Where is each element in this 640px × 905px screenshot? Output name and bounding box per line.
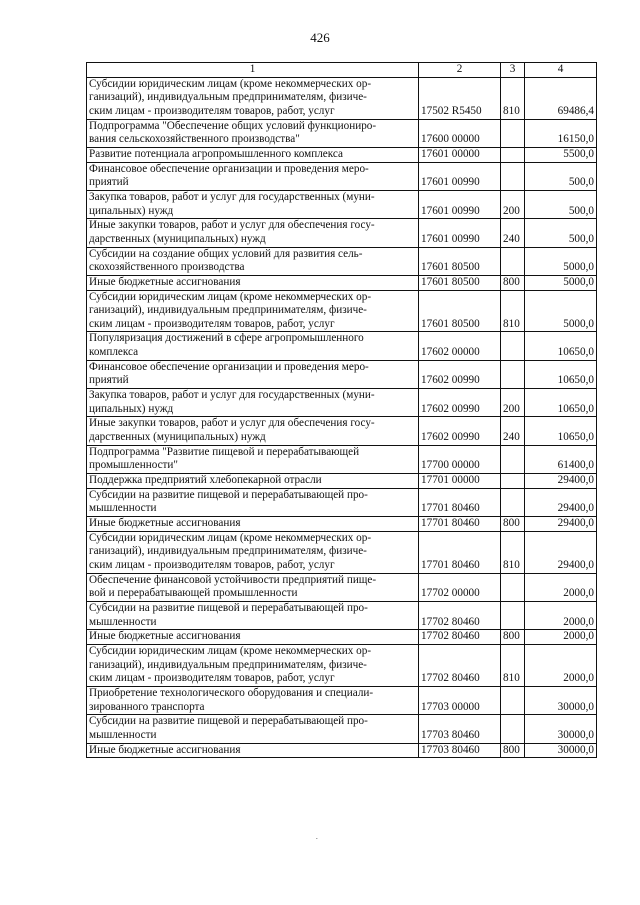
- row-name-cell: Субсидии на развитие пищевой и перерабатывающей про- мышленности: [87, 488, 419, 516]
- row-code-cell: 17702 00000: [419, 573, 501, 601]
- row-code-cell: 17703 80460: [419, 715, 501, 743]
- row-type-cell: 800: [501, 630, 525, 645]
- row-type-cell: 200: [501, 190, 525, 218]
- table-row: [87, 715, 597, 743]
- table-row: [87, 488, 597, 516]
- table-header-row: [87, 63, 597, 78]
- footer-mark: .: [316, 833, 318, 841]
- row-name-cell: Субсидии на развитие пищевой и перерабатывающей про- мышленности: [87, 715, 419, 743]
- table-row: [87, 445, 597, 473]
- table-row: [87, 573, 597, 601]
- table-row: [87, 474, 597, 489]
- row-type-cell: [501, 601, 525, 629]
- row-name-cell: Обеспечение финансовой устойчивости предприятий пище- вой и перерабатывающей промышленности: [87, 573, 419, 601]
- row-type-cell: [501, 715, 525, 743]
- row-name-cell: Приобретение технологического оборудования и специали- зированного транспорта: [87, 686, 419, 714]
- table-row: [87, 686, 597, 714]
- row-name-cell: Иные бюджетные ассигнования: [87, 275, 419, 290]
- row-name-cell: Субсидии юридическим лицам (кроме некоммерческих ор- ганизаций), индивидуальным предпринимателям, физиче- ским лицам - производителям товаров, работ, услуг: [87, 290, 419, 332]
- row-amount-cell: 69486,4: [525, 77, 597, 119]
- column-header-1: 1: [87, 63, 419, 78]
- row-name-cell: Закупка товаров, работ и услуг для государственных (муни- ципальных) нужд: [87, 190, 419, 218]
- table-row: [87, 531, 597, 573]
- row-name-cell: Субсидии юридическим лицам (кроме некоммерческих ор- ганизаций), индивидуальным предпринимателям, физиче- ским лицам - производителям товаров, работ, услуг: [87, 644, 419, 686]
- row-code-cell: 17703 00000: [419, 686, 501, 714]
- table-row: [87, 743, 597, 758]
- row-code-cell: 17702 80460: [419, 630, 501, 645]
- row-code-cell: 17600 00000: [419, 119, 501, 147]
- row-type-cell: 800: [501, 275, 525, 290]
- table-row: [87, 601, 597, 629]
- row-amount-cell: 29400,0: [525, 474, 597, 489]
- row-code-cell: 17701 80460: [419, 517, 501, 532]
- row-amount-cell: 500,0: [525, 162, 597, 190]
- table-row: [87, 77, 597, 119]
- row-name-cell: Финансовое обеспечение организации и проведения меро- приятий: [87, 162, 419, 190]
- row-amount-cell: 2000,0: [525, 573, 597, 601]
- row-amount-cell: 2000,0: [525, 601, 597, 629]
- row-code-cell: 17602 00990: [419, 417, 501, 445]
- row-type-cell: 810: [501, 531, 525, 573]
- row-type-cell: 800: [501, 743, 525, 758]
- column-header-2: 2: [419, 63, 501, 78]
- row-name-cell: Закупка товаров, работ и услуг для государственных (муни- ципальных) нужд: [87, 389, 419, 417]
- row-amount-cell: 10650,0: [525, 332, 597, 360]
- row-name-cell: Поддержка предприятий хлебопекарной отрасли: [87, 474, 419, 489]
- row-code-cell: 17602 00990: [419, 360, 501, 388]
- row-name-cell: Субсидии юридическим лицам (кроме некоммерческих ор- ганизаций), индивидуальным предпринимателям, физиче- ским лицам - производителям товаров, работ, услуг: [87, 531, 419, 573]
- row-code-cell: 17601 00990: [419, 162, 501, 190]
- row-name-cell: Иные бюджетные ассигнования: [87, 743, 419, 758]
- table-row: [87, 247, 597, 275]
- row-name-cell: Иные бюджетные ассигнования: [87, 517, 419, 532]
- row-code-cell: 17702 80460: [419, 644, 501, 686]
- row-amount-cell: 10650,0: [525, 389, 597, 417]
- table-row: [87, 162, 597, 190]
- table-row: [87, 275, 597, 290]
- table-row: [87, 644, 597, 686]
- row-code-cell: 17601 00000: [419, 147, 501, 162]
- row-amount-cell: 5000,0: [525, 290, 597, 332]
- row-type-cell: [501, 247, 525, 275]
- column-header-4: 4: [525, 63, 597, 78]
- row-amount-cell: 2000,0: [525, 630, 597, 645]
- row-code-cell: 17601 80500: [419, 290, 501, 332]
- row-amount-cell: 5000,0: [525, 275, 597, 290]
- row-name-cell: Иные бюджетные ассигнования: [87, 630, 419, 645]
- row-name-cell: Подпрограмма "Развитие пищевой и перерабатывающей промышленности": [87, 445, 419, 473]
- table-row: [87, 517, 597, 532]
- row-code-cell: 17700 00000: [419, 445, 501, 473]
- row-amount-cell: 2000,0: [525, 644, 597, 686]
- row-code-cell: 17701 00000: [419, 474, 501, 489]
- table-row: [87, 119, 597, 147]
- row-amount-cell: 10650,0: [525, 360, 597, 388]
- row-code-cell: 17703 80460: [419, 743, 501, 758]
- table-row: [87, 332, 597, 360]
- row-code-cell: 17702 80460: [419, 601, 501, 629]
- row-code-cell: 17701 80460: [419, 488, 501, 516]
- row-amount-cell: 500,0: [525, 190, 597, 218]
- row-name-cell: Иные закупки товаров, работ и услуг для обеспечения госу- дарственных (муниципальных) нужд: [87, 219, 419, 247]
- row-type-cell: [501, 573, 525, 601]
- row-name-cell: Субсидии на создание общих условий для развития сель- скохозяйственного производства: [87, 247, 419, 275]
- table-row: [87, 417, 597, 445]
- row-code-cell: 17602 00990: [419, 389, 501, 417]
- row-amount-cell: 29400,0: [525, 517, 597, 532]
- row-name-cell: Подпрограмма "Обеспечение общих условий функциониро- вания сельскохозяйственного производства": [87, 119, 419, 147]
- table-row: [87, 360, 597, 388]
- row-type-cell: 810: [501, 290, 525, 332]
- row-type-cell: [501, 488, 525, 516]
- row-code-cell: 17602 00000: [419, 332, 501, 360]
- row-amount-cell: 500,0: [525, 219, 597, 247]
- table-row: [87, 190, 597, 218]
- row-name-cell: Иные закупки товаров, работ и услуг для обеспечения госу- дарственных (муниципальных) нужд: [87, 417, 419, 445]
- row-type-cell: 800: [501, 517, 525, 532]
- row-amount-cell: 5500,0: [525, 147, 597, 162]
- budget-table: [86, 62, 597, 758]
- row-name-cell: Субсидии юридическим лицам (кроме некоммерческих ор- ганизаций), индивидуальным предпринимателям, физиче- ским лицам - производителям товаров, работ, услуг: [87, 77, 419, 119]
- row-amount-cell: 30000,0: [525, 686, 597, 714]
- row-type-cell: 240: [501, 417, 525, 445]
- row-code-cell: 17601 80500: [419, 275, 501, 290]
- table-row: [87, 389, 597, 417]
- row-amount-cell: 16150,0: [525, 119, 597, 147]
- row-type-cell: [501, 147, 525, 162]
- row-type-cell: [501, 686, 525, 714]
- row-amount-cell: 29400,0: [525, 488, 597, 516]
- row-code-cell: 17502 R5450: [419, 77, 501, 119]
- row-name-cell: Субсидии на развитие пищевой и перерабатывающей про- мышленности: [87, 601, 419, 629]
- row-amount-cell: 5000,0: [525, 247, 597, 275]
- page-number: 426: [310, 30, 330, 45]
- table-row: [87, 290, 597, 332]
- row-amount-cell: 61400,0: [525, 445, 597, 473]
- row-name-cell: Развитие потенциала агропромышленного комплекса: [87, 147, 419, 162]
- row-type-cell: [501, 474, 525, 489]
- row-amount-cell: 29400,0: [525, 531, 597, 573]
- row-amount-cell: 10650,0: [525, 417, 597, 445]
- row-amount-cell: 30000,0: [525, 715, 597, 743]
- row-type-cell: [501, 119, 525, 147]
- row-amount-cell: 30000,0: [525, 743, 597, 758]
- row-code-cell: 17601 00990: [419, 190, 501, 218]
- row-name-cell: Популяризация достижений в сфере агропромышленного комплекса: [87, 332, 419, 360]
- row-type-cell: 200: [501, 389, 525, 417]
- column-header-3: 3: [501, 63, 525, 78]
- table-row: [87, 219, 597, 247]
- row-type-cell: [501, 162, 525, 190]
- row-name-cell: Финансовое обеспечение организации и проведения меро- приятий: [87, 360, 419, 388]
- row-type-cell: 810: [501, 77, 525, 119]
- row-type-cell: 240: [501, 219, 525, 247]
- row-type-cell: 810: [501, 644, 525, 686]
- row-type-cell: [501, 332, 525, 360]
- table-row: [87, 147, 597, 162]
- row-code-cell: 17701 80460: [419, 531, 501, 573]
- table-row: [87, 630, 597, 645]
- row-code-cell: 17601 80500: [419, 247, 501, 275]
- row-type-cell: [501, 445, 525, 473]
- row-code-cell: 17601 00990: [419, 219, 501, 247]
- row-type-cell: [501, 360, 525, 388]
